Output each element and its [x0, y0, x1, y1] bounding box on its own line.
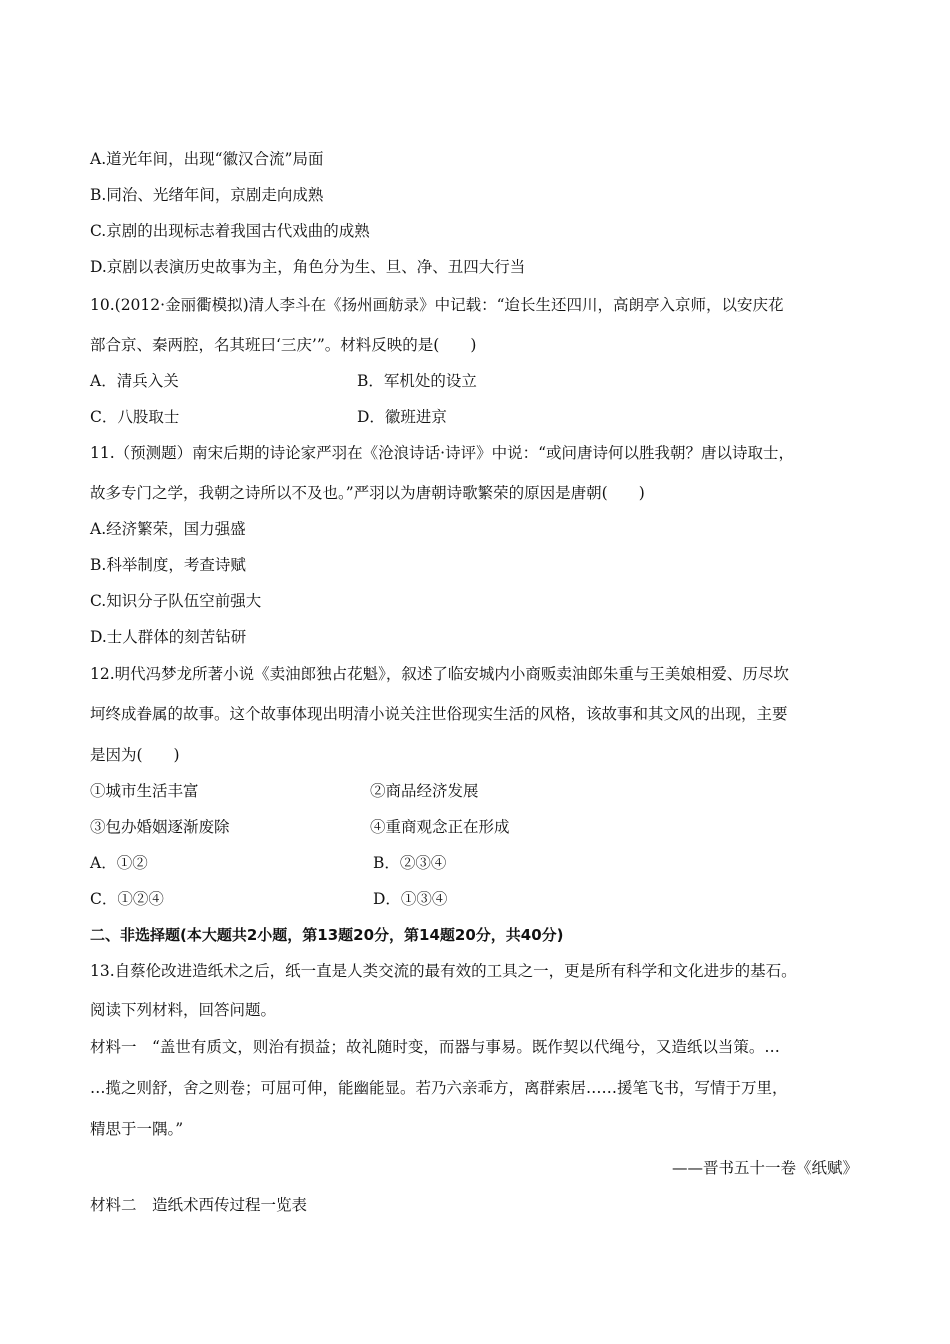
material1-line3: 精思于一隅。” — [90, 1120, 184, 1138]
q10-option-d: D．徽班进京 — [357, 408, 447, 426]
q12-item-2: ②商品经济发展 — [370, 782, 479, 800]
q12-stem-line3: 是因为( ) — [90, 746, 180, 764]
q10-option-a: A．清兵入关 — [90, 372, 179, 390]
material1-line2: …揽之则舒，舍之则卷；可屈可伸，能幽能显。若乃六亲乖方，离群索居……援笔飞书，写情于万里， — [90, 1079, 788, 1097]
q12-stem-line2: 坷终成眷属的故事。这个故事体现出明清小说关注世俗现实生活的风格，该故事和其文风的出现，主要 — [90, 705, 788, 723]
q11-option-a: A.经济繁荣，国力强盛 — [90, 520, 246, 538]
q12-option-c: C．①②④ — [90, 890, 164, 908]
q12-item-3: ③包办婚姻逐渐废除 — [90, 818, 230, 836]
q12-option-a: A．①② — [90, 854, 148, 872]
section2-heading: 二、非选择题(本大题共2小题，第13题20分，第14题20分，共40分) — [90, 926, 564, 944]
q10-option-c: C．八股取士 — [90, 408, 180, 426]
q11-option-b: B.科举制度，考查诗赋 — [90, 556, 246, 574]
q12-item-1: ①城市生活丰富 — [90, 782, 199, 800]
material2-title: 材料二 造纸术西传过程一览表 — [90, 1196, 308, 1214]
q9-option-b: B.同治、光绪年间，京剧走向成熟 — [90, 186, 324, 204]
material1-source: ——晋书五十一卷《纸赋》 — [671, 1159, 858, 1177]
q11-option-d: D.士人群体的刻苦钻研 — [90, 628, 247, 646]
q9-option-c: C.京剧的出现标志着我国古代戏曲的成熟 — [90, 222, 370, 240]
q11-option-c: C.知识分子队伍空前强大 — [90, 592, 262, 610]
material1-line1: 材料一 “盖世有质文，则治有损益；故礼随时变，而器与事易。既作契以代绳兮，又造纸以当策。… — [90, 1038, 780, 1056]
q10-stem-line2: 部合京、秦两腔，名其班曰‘三庆’”。材料反映的是( ) — [90, 336, 477, 354]
q13-stem-line1: 13.自蔡伦改进造纸术之后，纸一直是人类交流的最有效的工具之一，更是所有科学和文化进步的基石。 — [90, 962, 797, 980]
q12-option-d: D．①③④ — [373, 890, 448, 908]
q12-option-b: B．②③④ — [373, 854, 447, 872]
q11-stem-line2: 故多专门之学，我朝之诗所以不及也。”严羽以为唐朝诗歌繁荣的原因是唐朝( ) — [90, 484, 645, 502]
q13-stem-line2: 阅读下列材料，回答问题。 — [90, 1001, 277, 1019]
q9-option-d: D.京剧以表演历史故事为主，角色分为生、旦、净、丑四大行当 — [90, 258, 526, 276]
q9-option-a: A.道光年间，出现“徽汉合流”局面 — [90, 150, 324, 168]
q10-option-b: B．军机处的设立 — [357, 372, 477, 390]
q12-item-4: ④重商观念正在形成 — [370, 818, 510, 836]
q12-stem-line1: 12.明代冯梦龙所著小说《卖油郎独占花魁》，叙述了临安城内小商贩卖油郎朱重与王美娘相爱、历尽坎 — [90, 665, 789, 683]
q11-stem-line1: 11.（预测题）南宋后期的诗论家严羽在《沧浪诗话·诗评》中说：“或问唐诗何以胜我朝？唐以诗取士， — [90, 444, 795, 462]
q10-stem-line1: 10.(2012·金丽衢模拟)清人李斗在《扬州画舫录》中记载：“迨长生还四川，高朗亭入京师，以安庆花 — [90, 296, 784, 314]
